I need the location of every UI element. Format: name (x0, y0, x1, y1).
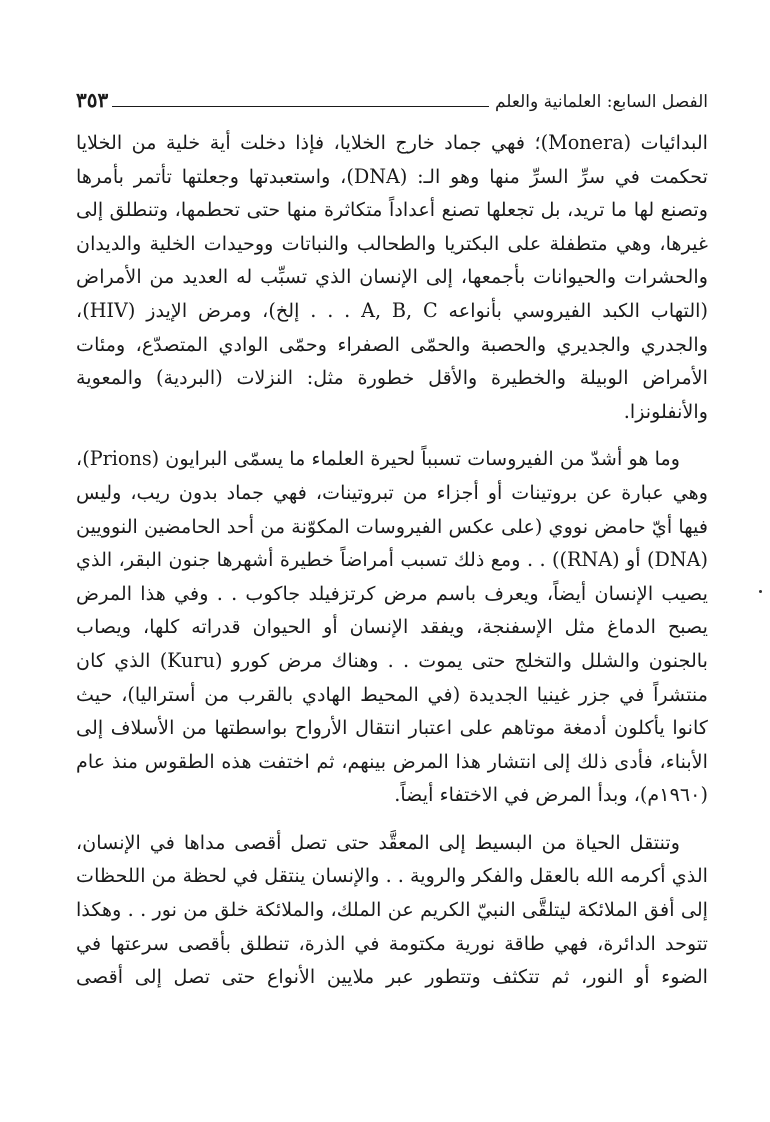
paragraph-1: البدائيات (Monera)؛ فهي جماد خارج الخلايا، فإذا دخلت أية خلية من الخلايا تحكمت في سرِّ السرِّ منها وهو الـ: (DNA)، واستعبدتها وجعلتها تأتمر بأمرها وتصنع لها ما تريد، بل تجعلها تصنع أعداداً متكاثرة منها حتى تحطمها، وتنطلق إلى غيرها، وهي متطفلة على البكتريا والطحالب والنباتات ووحيدات الخلية والديدان والحشرات والحيوانات بأجمعها، إلى الإنسان الذي تسبِّب له العديد من الأمراض (التهاب الكبد الفيروسي بأنواعه A, B, C . . . إلخ)، ومرض الإيدز (HIV)، والجدري والجديري والحصبة والحمّى الصفراء وحمّى الوادي المتصدّع، ومئات الأمراض الوبيلة والخطيرة والأقل خطورة مثل: النزلات (البردية) والمعوية والأنفلونزا. (76, 131, 708, 423)
body-text (76, 126, 708, 994)
running-header (76, 84, 708, 112)
paragraph-3: وتنتقل الحياة من البسيط إلى المعقَّد حتى تصل أقصى مداها في الإنسان، الذي أكرمه الله بالعقل والفكر والروية . . والإنسان ينتقل في لحظة من اللحظات إلى أفق الملائكة ليتلقَّى النبيّ الكريم عن الملك، والملائكة خلق من نور . . وهكذا تتوحد الدائرة، فهي طاقة نورية مكتومة في الذرة، تنطلق بأقصى سرعتها في الضوء أو النور، ثم تتكثف وتتطور عبر ملايين الأنواع حتى تصل إلى أقصى (76, 830, 708, 989)
chapter-title: الفصل السابع: العلمانية والعلم (494, 92, 708, 112)
margin-speck (759, 590, 762, 593)
header-rule (112, 106, 489, 107)
page-number: ٣٥٣ (76, 88, 109, 112)
paragraph-2: وما هو أشدّ من الفيروسات تسبباً لحيرة العلماء ما يسمّى البرايون (Prions)، وهي عبارة عن بروتينات أو أجزاء من تبروتينات، فهي جماد بدون ريب، وليس فيها أيّ حامض نووي (على عكس الفيروسات المكوّنة من أحد الحامضين النوويين (DNA) أو (RNA)) . . ومع ذلك تسبب أمراضاً خطيرة أشهرها جنون البقر، الذي يصيب الإنسان أيضاً، ويعرف باسم مرض كرتزفيلد جاكوب . . وفي هذا المرض يصبح الدماغ مثل الإسفنجة، ويفقد الإنسان أو الحيوان قدراته كلها، ويصاب بالجنون والشلل والتخلج حتى يموت . . وهناك مرض كورو (Kuru) الذي كان منتشراً في جزر غينيا الجديدة (في المحيط الهادي بالقرب من أستراليا)، حيث كانوا يأكلون أدمغة موتاهم على اعتبار انتقال الأرواح بواسطتها من الأسلاف إلى الأبناء، فأدى ذلك إلى انتشار هذا المرض بينهم، ثم اختفت هذه الطقوس منذ عام (١٩٦٠م)، وبدأ المرض في الاختفاء أيضاً. (76, 447, 708, 807)
book-page (76, 84, 708, 1064)
